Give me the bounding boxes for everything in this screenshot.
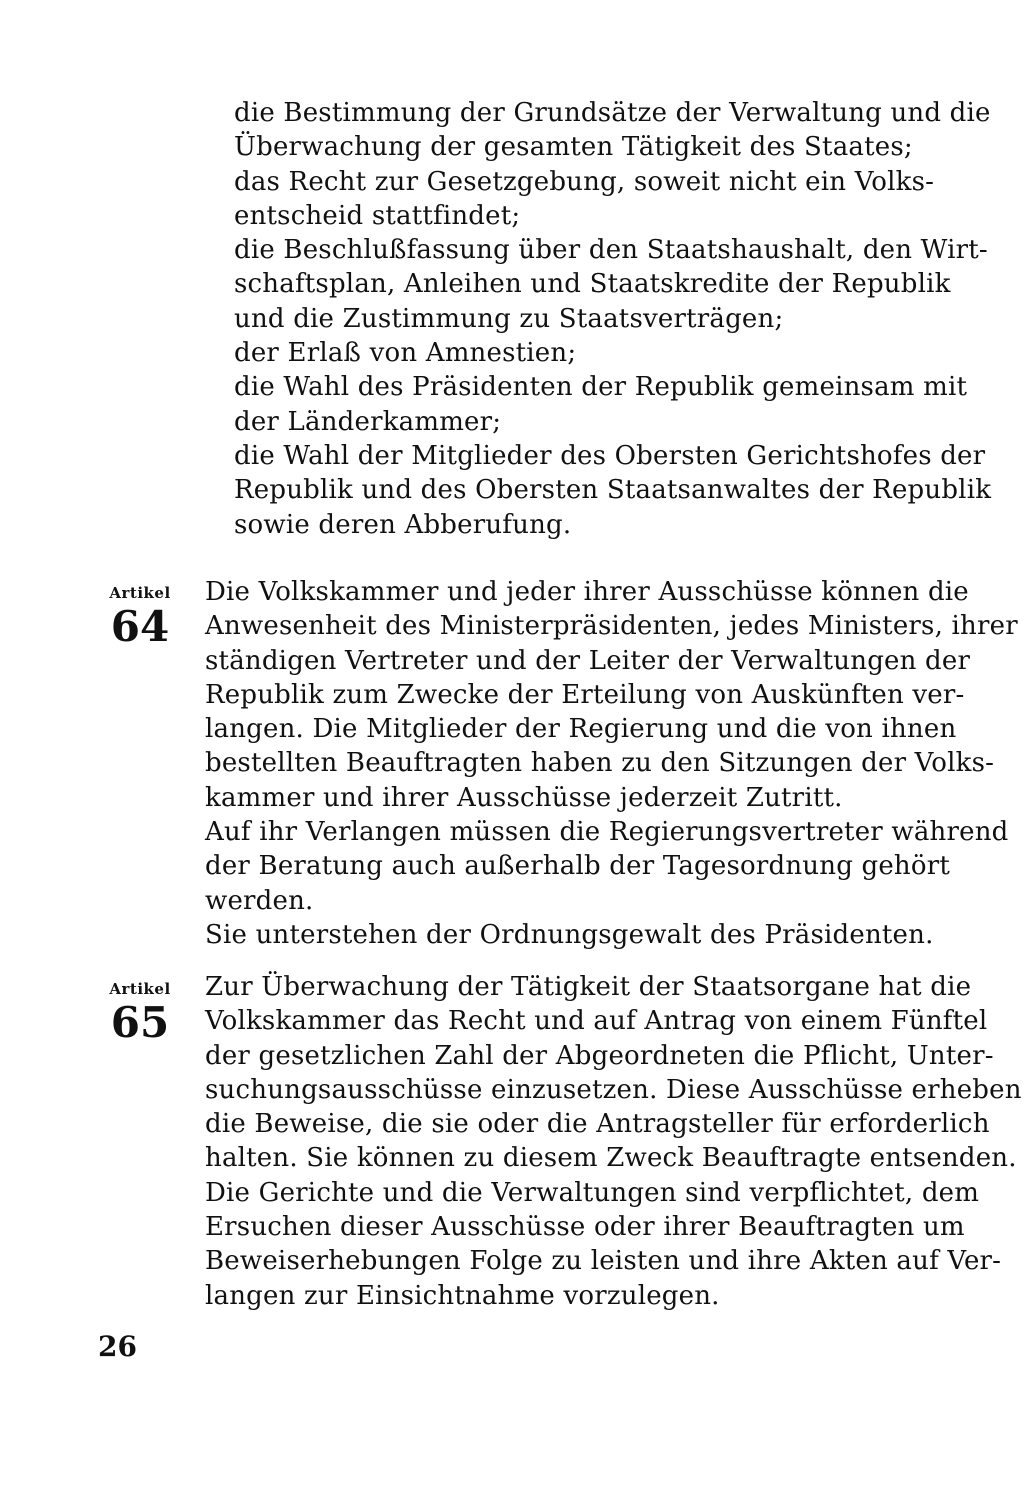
text-line: Die Gerichte und die Verwaltungen sind verpflichtet, dem	[205, 1177, 980, 1208]
text-line: Überwachung der gesamten Tätigkeit des Staates;	[234, 132, 913, 163]
article-number: 64	[110, 602, 170, 651]
text-line: Beweiserhebungen Folge zu leisten und ihre Akten auf Ver-	[205, 1246, 1002, 1277]
article-65-label	[100, 980, 180, 1046]
text-line: das Recht zur Gesetzgebung, soweit nicht ein Volks-	[234, 166, 935, 197]
text-line: entscheid stattfindet;	[234, 200, 521, 231]
article-word: Artikel	[109, 584, 171, 602]
text-line: Anwesenheit des Ministerpräsidenten, jedes Ministers, ihrer	[205, 611, 1018, 642]
text-line: die Bestimmung der Grundsätze der Verwaltung und die	[234, 98, 991, 128]
text-line: Volkskammer das Recht und auf Antrag von einem Fünftel	[205, 1006, 988, 1037]
text-line: suchungsausschüsse einzusetzen. Diese Ausschüsse erheben	[205, 1074, 1022, 1105]
text-line: Republik zum Zwecke der Erteilung von Auskünften ver-	[205, 679, 965, 710]
text-line: Ersuchen dieser Ausschüsse oder ihrer Beauftragten um	[205, 1212, 965, 1243]
text-line: halten. Sie können zu diesem Zweck Beauftragte entsenden.	[205, 1143, 1017, 1174]
text-line: Die Volkskammer und jeder ihrer Ausschüsse können die	[205, 577, 969, 607]
text-line: der Erlaß von Amnestien;	[234, 338, 577, 369]
text-line: Republik und des Obersten Staatsanwaltes der Republik	[234, 475, 992, 506]
text-line: sowie deren Abberufung.	[234, 509, 572, 540]
article-65-text	[205, 970, 1022, 1313]
text-line: die Beweise, die sie oder die Antragsteller für erforderlich	[205, 1109, 990, 1140]
text-line: langen zur Einsichtnahme vorzulegen.	[205, 1280, 720, 1311]
text-line: bestellten Beauftragten haben zu den Sitzungen der Volks-	[205, 748, 995, 779]
text-line: werden.	[205, 885, 314, 916]
text-line: die Beschlußfassung über den Staatshaushalt, den Wirt-	[234, 235, 988, 266]
text-line: der Beratung auch außerhalb der Tagesordnung gehört	[205, 851, 951, 882]
text-line: und die Zustimmung zu Staatsverträgen;	[234, 303, 784, 334]
text-line: der Länderkammer;	[234, 406, 502, 437]
text-line: ständigen Vertreter und der Leiter der Verwaltungen der	[205, 645, 971, 676]
text-line: die Wahl des Präsidenten der Republik gemeinsam mit	[234, 372, 968, 403]
article-word: Artikel	[109, 980, 171, 998]
article-number: 65	[110, 998, 170, 1047]
text-line: die Wahl der Mitglieder des Obersten Gerichtshofes der	[234, 440, 986, 471]
text-line: schaftsplan, Anleihen und Staatskredite der Republik	[234, 269, 951, 300]
article-64-label	[100, 584, 180, 650]
text-line: der gesetzlichen Zahl der Abgeordneten die Pflicht, Unter-	[205, 1040, 994, 1071]
intro-paragraph	[234, 96, 992, 542]
text-line: langen. Die Mitglieder der Regierung und die von ihnen	[205, 714, 957, 745]
text-line: Auf ihr Verlangen müssen die Regierungsvertreter während	[205, 817, 1009, 848]
text-line: Sie unterstehen der Ordnungsgewalt des Präsidenten.	[205, 919, 934, 950]
text-line: Zur Überwachung der Tätigkeit der Staatsorgane hat die	[205, 972, 972, 1002]
article-64-text	[205, 575, 1018, 952]
page-number: 26	[98, 1330, 137, 1363]
text-line: kammer und ihrer Ausschüsse jederzeit Zutritt.	[205, 782, 843, 813]
